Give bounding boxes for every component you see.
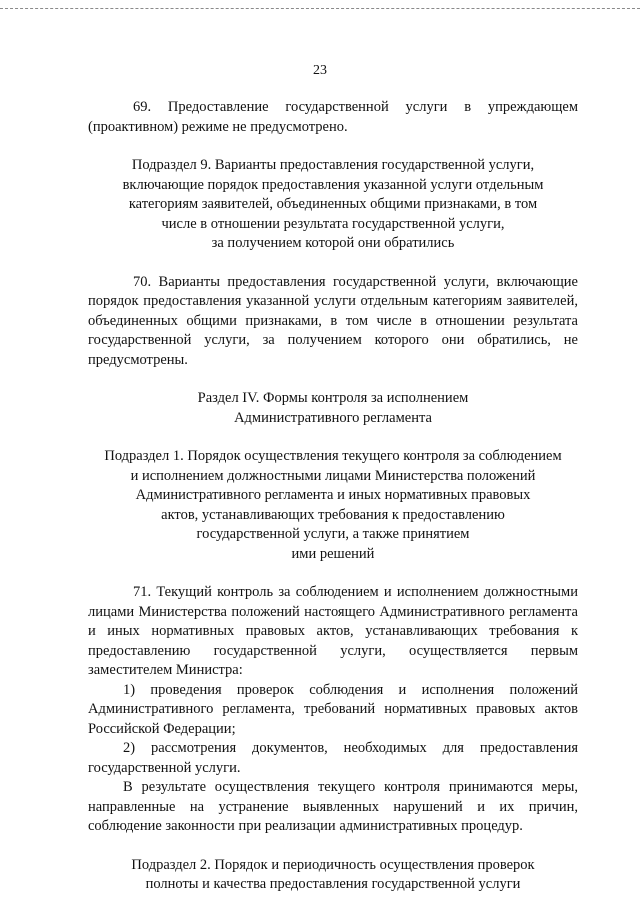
heading-line: государственной услуги, а также принятием	[196, 526, 470, 542]
scan-edge-line	[0, 8, 640, 9]
paragraph-71-item-1: 1) проведения проверок соблюдения и исполнения положений Административного регламента, требований нормативных правовых актов Российской Федерации;	[88, 681, 578, 737]
heading-line: и исполнением должностными лицами Министерства положений	[130, 467, 536, 484]
heading-line: Административного регламента и иных нормативных правовых	[135, 487, 531, 503]
subsection-2-heading	[88, 856, 578, 895]
heading-line: Административного регламента	[234, 409, 432, 426]
heading-line: за получением которой они обратились	[211, 235, 455, 251]
paragraph-71-item-2: 2) рассмотрения документов, необходимых для предоставления государственной услуги.	[88, 740, 578, 776]
page-number: 23	[313, 63, 327, 78]
heading-line: Подраздел 2. Порядок и периодичность осуществления проверок	[131, 856, 535, 873]
heading-line: включающие порядок предоставления указанной услуги отдельным	[122, 176, 544, 193]
heading-line: актов, устанавливающих требования к предоставлению	[161, 506, 505, 523]
document-body	[88, 98, 578, 895]
heading-line: ими решений	[291, 545, 375, 562]
paragraph-71-conclusion: В результате осуществления текущего контроля принимаются меры, направленные на устранение выявленных нарушений и их причин, соблюдение законности при реализации административных процедур.	[88, 779, 578, 834]
paragraph-70: 70. Варианты предоставления государственной услуги, включающие порядок предоставления указанной услуги отдельным категориям заявителей, объединенных общими признаками, в том числе в отношении результата государственной услуги, за получением которого они обратились, не предусмотрены.	[88, 273, 578, 368]
heading-line: Раздел IV. Формы контроля за исполнением	[197, 390, 469, 406]
paragraph-71: 71. Текущий контроль за соблюдением и исполнением должностными лицами Министерства положений настоящего Административного регламента и иных нормативных правовых актов, устанавливающих требования к предоставлению государственной услуги, осуществляется первым заместителем Министра:	[88, 584, 578, 678]
heading-line: Подраздел 1. Порядок осуществления текущего контроля за соблюдением	[104, 448, 562, 464]
heading-line: категориям заявителей, объединенных общими признаками, в том	[128, 196, 538, 212]
heading-line: полноты и качества предоставления государственной услуги	[145, 876, 521, 892]
heading-line: Подраздел 9. Варианты предоставления государственной услуги,	[131, 157, 535, 173]
subsection-1-heading	[88, 447, 578, 564]
subsection-9-heading	[88, 156, 578, 254]
paragraph-69: 69. Предоставление государственной услуги в упреждающем (проактивном) режиме не предусмотрено.	[88, 99, 578, 135]
heading-line: числе в отношении результата государственной услуги,	[161, 215, 505, 232]
section-4-heading	[88, 389, 578, 428]
